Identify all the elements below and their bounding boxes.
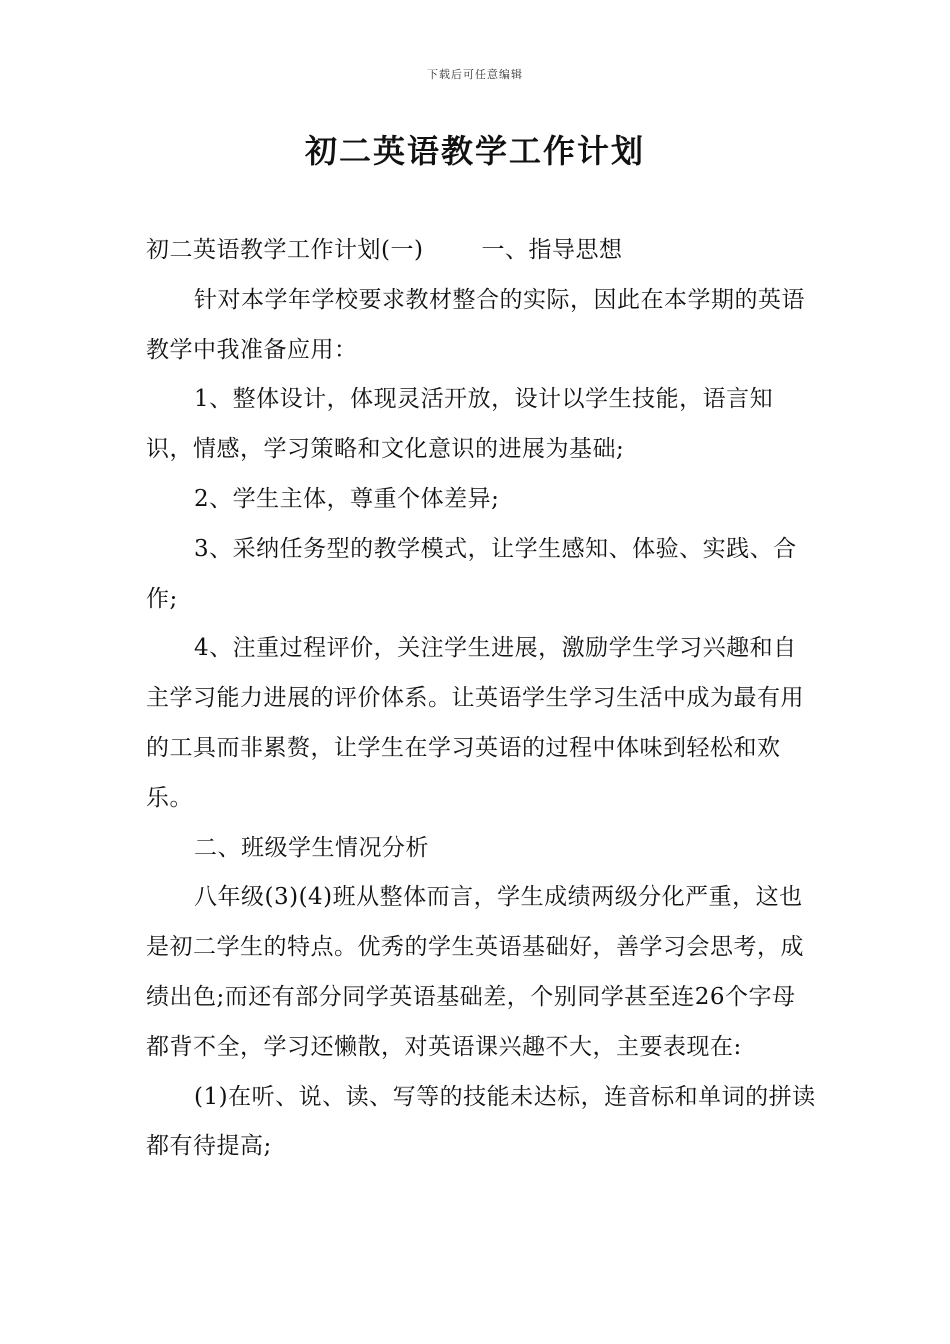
section-heading-class-analysis: 二、班级学生情况分析 bbox=[194, 834, 429, 861]
section-heading-guiding-thought: 一、指导思想 bbox=[481, 237, 623, 263]
paragraph-item-1: (1)在听、说、读、写等的技能未达标，连音标和单词的拼读都有待提高; bbox=[146, 1083, 816, 1160]
paragraph-point-3: 3、采纳任务型的教学模式，让学生感知、体验、实践、合作; bbox=[146, 535, 797, 612]
header-note: 下载后可任意编辑 bbox=[427, 68, 523, 81]
paragraph-point-4: 4、注重过程评价，关注学生进展，激励学生学习兴趣和自主学习能力进展的评价体系。让英语学生学习生活中成为最有用的工具而非累赘，让学生在学习英语的过程中体味到轻松和欢乐。 bbox=[146, 635, 804, 811]
subtitle-part-title: 初二英语教学工作计划(一) bbox=[146, 237, 424, 263]
document-title: 初二英语教学工作计划 bbox=[304, 132, 645, 170]
section-subtitle-line bbox=[146, 226, 818, 276]
paragraph-intro: 针对本学年学校要求教材整合的实际，因此在本学期的英语教学中我准备应用： bbox=[146, 286, 805, 363]
document-body bbox=[146, 226, 818, 1172]
paragraph-point-1: 1、整体设计，体现灵活开放，设计以学生技能，语言知识，情感，学习策略和文化意识的进展为基础; bbox=[146, 386, 774, 463]
paragraph-class-analysis: 八年级(3)(4)班从整体而言，学生成绩两级分化严重，这也是初二学生的特点。优秀的学生英语基础好，善学习会思考，成绩出色;而还有部分同学英语基础差，个别同学甚至连26个字母都背不全，学习还懒散，对英语课兴趣不大，主要表现在: bbox=[146, 884, 804, 1060]
paragraph-point-2: 2、学生主体，尊重个体差异; bbox=[194, 485, 500, 512]
